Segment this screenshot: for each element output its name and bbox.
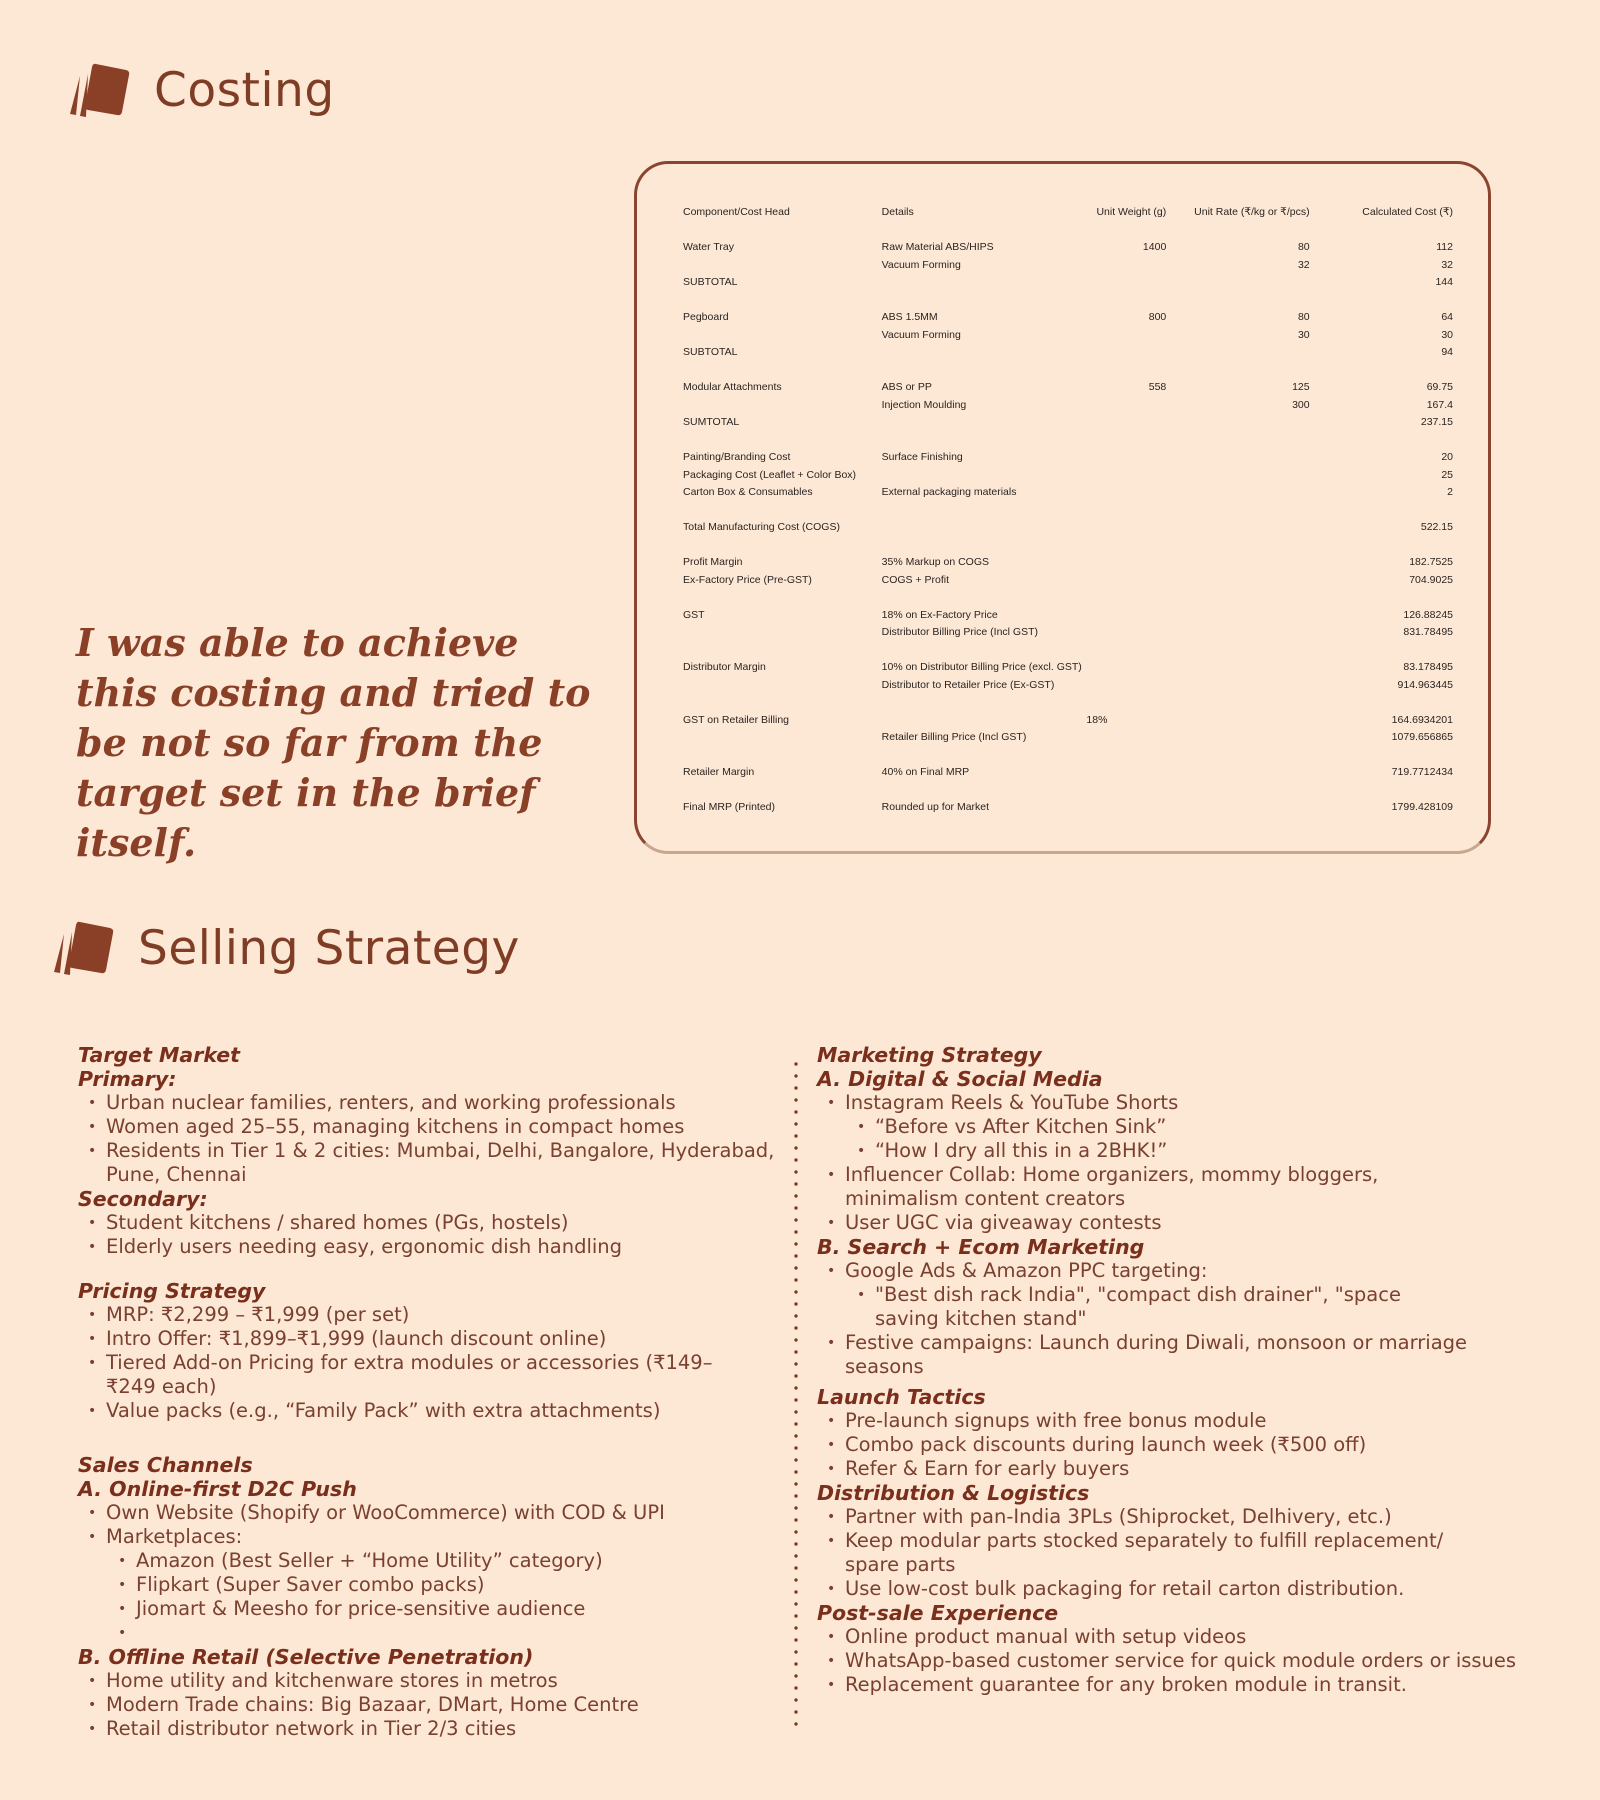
table-cell: Water Tray bbox=[683, 241, 734, 253]
digital-heading: A. Digital & Social Media bbox=[817, 1067, 1103, 1091]
costing-title: Costing bbox=[154, 62, 335, 118]
table-row bbox=[683, 379, 1453, 397]
list-item: • Women aged 25–55, managing kitchens in compact homes bbox=[78, 1115, 778, 1139]
table-cell bbox=[1086, 659, 1166, 677]
table-cell: 18% bbox=[1086, 713, 1108, 726]
table-cell bbox=[1166, 729, 1309, 747]
list-item: • "Best dish rack India", "compact dish drainer", "space saving kitchen stand" bbox=[817, 1283, 1435, 1331]
costing-table-card bbox=[634, 161, 1491, 854]
list-item: • Value packs (e.g., “Family Pack” with extra attachments) bbox=[78, 1399, 738, 1423]
table-cell: 704.9025 bbox=[1409, 573, 1453, 586]
table-cell: Surface Finishing bbox=[881, 451, 963, 463]
table-row bbox=[683, 484, 1453, 502]
table-cell: Ex-Factory Price (Pre-GST) bbox=[683, 573, 812, 586]
table-cell: 914.963445 bbox=[1397, 678, 1453, 691]
list-item: • Replacement guarantee for any broken module in transit. bbox=[817, 1673, 1517, 1697]
table-cell bbox=[1086, 572, 1166, 590]
column-divider bbox=[794, 1058, 798, 1726]
table-cell: Distributor Billing Price (Incl GST) bbox=[881, 626, 1039, 638]
table-row bbox=[683, 607, 1453, 625]
launch-heading: Launch Tactics bbox=[817, 1385, 986, 1409]
table-row bbox=[683, 257, 1453, 275]
table-cell: SUBTOTAL bbox=[683, 346, 738, 358]
table-cell bbox=[1086, 764, 1166, 782]
table-cell: 144 bbox=[1435, 276, 1453, 288]
table-cell bbox=[1086, 274, 1166, 292]
table-cell: 164.6934201 bbox=[1391, 713, 1453, 726]
primary-list bbox=[78, 1091, 778, 1187]
table-cell: 719.7712434 bbox=[1391, 766, 1453, 778]
list-item: • Tiered Add-on Pricing for extra modules or accessories (₹149–₹249 each) bbox=[78, 1351, 738, 1399]
table-cell: ABS 1.5MM bbox=[881, 311, 938, 323]
table-cell: Vacuum Forming bbox=[881, 328, 961, 341]
table-cell: 1079.656865 bbox=[1391, 731, 1453, 743]
table-cell bbox=[1086, 449, 1166, 467]
costing-header bbox=[66, 60, 335, 120]
table-cell bbox=[683, 729, 882, 747]
table-cell bbox=[1166, 484, 1309, 502]
table-cell bbox=[1166, 659, 1309, 677]
table-cell bbox=[1166, 624, 1309, 642]
table-cell: 125 bbox=[1292, 381, 1310, 393]
table-cell bbox=[882, 414, 1087, 432]
table-cell: 18% on Ex-Factory Price bbox=[881, 608, 998, 621]
offline-heading: B. Offline Retail (Selective Penetration) bbox=[78, 1645, 534, 1669]
header-cell: Details bbox=[881, 206, 914, 218]
table-cell: 167.4 bbox=[1426, 398, 1453, 411]
list-item: • Home utility and kitchenware stores in metros bbox=[78, 1669, 778, 1693]
table-cell bbox=[1166, 344, 1309, 362]
postsale-heading: Post-sale Experience bbox=[817, 1601, 1059, 1625]
list-item: • Online product manual with setup videos bbox=[817, 1625, 1517, 1649]
table-cell bbox=[1086, 729, 1166, 747]
table-cell bbox=[1166, 449, 1309, 467]
list-item: • Partner with pan-India 3PLs (Shiprocket, Delhivery, etc.) bbox=[817, 1505, 1517, 1529]
list-item: • Marketplaces: bbox=[78, 1525, 778, 1549]
table-cell: SUBTOTAL bbox=[683, 276, 738, 288]
table-cell: Carton Box & Consumables bbox=[683, 486, 813, 498]
table-cell: 2 bbox=[1447, 486, 1453, 498]
table-cell bbox=[1086, 677, 1166, 695]
digital-list bbox=[817, 1091, 1517, 1235]
table-spacer bbox=[683, 747, 1453, 765]
table-row bbox=[683, 554, 1453, 572]
table-cell bbox=[683, 327, 882, 345]
table-row bbox=[683, 239, 1453, 257]
header-cell: Unit Rate (₹/kg or ₹/pcs) bbox=[1194, 206, 1310, 218]
offline-list bbox=[78, 1669, 778, 1741]
table-cell: 126.88245 bbox=[1403, 608, 1453, 621]
table-cell: GST bbox=[683, 608, 705, 621]
table-row bbox=[683, 712, 1453, 730]
table-cell: SUMTOTAL bbox=[683, 416, 740, 428]
list-item: • Urban nuclear families, renters, and working professionals bbox=[78, 1091, 778, 1115]
list-item: • Modern Trade chains: Big Bazaar, DMart, Home Centre bbox=[78, 1693, 778, 1717]
costing-header-row bbox=[683, 204, 1453, 222]
postsale-list bbox=[817, 1625, 1517, 1697]
table-cell: 83.178495 bbox=[1403, 661, 1453, 673]
header-cell: Unit Weight (g) bbox=[1096, 206, 1167, 218]
list-item: • Influencer Collab: Home organizers, mommy bloggers, minimalism content creators bbox=[817, 1163, 1415, 1211]
list-item: • Keep modular parts stocked separately to fulfill replacement/ spare parts bbox=[817, 1529, 1485, 1577]
table-cell: 1799.428109 bbox=[1391, 801, 1453, 813]
table-cell: 25 bbox=[1441, 468, 1453, 481]
list-item bbox=[78, 1621, 778, 1645]
table-cell bbox=[1166, 554, 1309, 572]
pricing-heading: Pricing Strategy bbox=[78, 1279, 266, 1303]
table-cell bbox=[1086, 624, 1166, 642]
list-item: • Combo pack discounts during launch week (₹500 off) bbox=[817, 1433, 1517, 1457]
table-cell bbox=[1086, 554, 1166, 572]
list-item: • Amazon (Best Seller + “Home Utility” category) bbox=[78, 1549, 778, 1573]
costing-quote: I was able to achieve this costing and tried to be not so far from the target set in the brief itself. bbox=[76, 620, 591, 865]
table-cell bbox=[1166, 572, 1309, 590]
table-cell: Retailer Billing Price (Incl GST) bbox=[881, 731, 1027, 743]
table-cell: 112 bbox=[1436, 241, 1453, 253]
list-item: • Own Website (Shopify or WooCommerce) with COD & UPI bbox=[78, 1501, 778, 1525]
table-spacer bbox=[683, 222, 1453, 240]
table-cell bbox=[1166, 467, 1309, 485]
table-cell: Packaging Cost (Leaflet + Color Box) bbox=[683, 468, 857, 481]
table-cell bbox=[1086, 397, 1166, 415]
table-cell: Injection Moulding bbox=[881, 398, 967, 411]
table-cell: 300 bbox=[1292, 398, 1310, 411]
selling-title: Selling Strategy bbox=[138, 920, 520, 976]
table-cell: 64 bbox=[1441, 311, 1453, 323]
table-spacer bbox=[683, 362, 1453, 380]
table-cell bbox=[1086, 257, 1166, 275]
table-cell bbox=[882, 467, 1087, 485]
table-row bbox=[683, 659, 1453, 677]
list-item: • User UGC via giveaway contests bbox=[817, 1211, 1517, 1235]
list-item: • Elderly users needing easy, ergonomic dish handling bbox=[78, 1235, 778, 1259]
table-cell bbox=[1166, 799, 1309, 817]
table-row bbox=[683, 764, 1453, 782]
table-cell bbox=[1166, 677, 1309, 695]
table-cell bbox=[1086, 467, 1166, 485]
search-list bbox=[817, 1259, 1517, 1379]
tag-icon bbox=[66, 60, 130, 120]
list-item: • Retail distributor network in Tier 2/3 cities bbox=[78, 1717, 778, 1741]
table-cell: 94 bbox=[1441, 346, 1453, 358]
table-cell: Distributor Margin bbox=[683, 661, 766, 673]
selling-header bbox=[50, 918, 520, 978]
table-cell bbox=[1166, 274, 1309, 292]
costing-table-body bbox=[683, 239, 1453, 817]
online-heading: A. Online-first D2C Push bbox=[78, 1477, 357, 1501]
table-row bbox=[683, 414, 1453, 432]
primary-heading: Primary: bbox=[78, 1067, 177, 1091]
table-row bbox=[683, 624, 1453, 642]
table-cell: Raw Material ABS/HIPS bbox=[881, 241, 994, 253]
table-cell: 558 bbox=[1148, 381, 1167, 393]
table-cell: ABS or PP bbox=[881, 381, 932, 393]
list-item: • Instagram Reels & YouTube Shorts bbox=[817, 1091, 1517, 1115]
table-cell: 69.75 bbox=[1426, 381, 1453, 393]
table-cell bbox=[1166, 519, 1309, 537]
table-cell bbox=[882, 519, 1087, 537]
table-row bbox=[683, 572, 1453, 590]
list-item: • Google Ads & Amazon PPC targeting: bbox=[817, 1259, 1517, 1283]
table-cell: 522.15 bbox=[1420, 521, 1453, 533]
table-cell bbox=[683, 677, 882, 695]
table-cell: 800 bbox=[1148, 311, 1167, 323]
sales-channels-heading: Sales Channels bbox=[78, 1453, 253, 1477]
table-cell: 35% Markup on COGS bbox=[881, 556, 990, 568]
table-cell: 831.78495 bbox=[1403, 626, 1453, 638]
table-cell bbox=[683, 257, 882, 275]
table-row bbox=[683, 327, 1453, 345]
table-cell: Pegboard bbox=[683, 311, 729, 323]
table-cell bbox=[683, 624, 882, 642]
table-cell: 237.15 bbox=[1420, 416, 1453, 428]
table-cell: GST on Retailer Billing bbox=[683, 713, 790, 726]
table-row bbox=[683, 729, 1453, 747]
table-cell bbox=[1086, 344, 1166, 362]
list-item: • Refer & Earn for early buyers bbox=[817, 1457, 1517, 1481]
list-item: • Intro Offer: ₹1,899–₹1,999 (launch discount online) bbox=[78, 1327, 738, 1351]
table-cell: Painting/Branding Cost bbox=[683, 451, 791, 463]
distribution-list bbox=[817, 1505, 1517, 1601]
table-cell bbox=[882, 274, 1087, 292]
costing-table bbox=[683, 204, 1453, 817]
table-cell bbox=[1086, 799, 1166, 817]
table-cell: Total Manufacturing Cost (COGS) bbox=[683, 521, 840, 533]
table-cell bbox=[1166, 764, 1309, 782]
table-spacer bbox=[683, 694, 1453, 712]
table-spacer bbox=[683, 502, 1453, 520]
table-cell: 80 bbox=[1297, 311, 1310, 323]
selling-left-column bbox=[78, 1043, 778, 1741]
table-cell bbox=[1086, 414, 1166, 432]
table-cell bbox=[1086, 327, 1166, 345]
table-cell: Distributor to Retailer Price (Ex-GST) bbox=[881, 678, 1055, 691]
list-item: • Student kitchens / shared homes (PGs, hostels) bbox=[78, 1211, 778, 1235]
target-market-heading: Target Market bbox=[78, 1043, 240, 1067]
pricing-list bbox=[78, 1303, 738, 1423]
table-row bbox=[683, 397, 1453, 415]
list-item: • “Before vs After Kitchen Sink” bbox=[817, 1115, 1517, 1139]
table-spacer bbox=[683, 292, 1453, 310]
table-row bbox=[683, 344, 1453, 362]
table-cell: 10% on Distributor Billing Price (excl. GST) bbox=[881, 661, 1082, 673]
list-item: • Festive campaigns: Launch during Diwali, monsoon or marriage seasons bbox=[817, 1331, 1525, 1379]
marketing-heading: Marketing Strategy bbox=[817, 1043, 1042, 1067]
table-cell: 32 bbox=[1297, 258, 1310, 271]
table-cell: 1400 bbox=[1142, 241, 1167, 253]
table-row bbox=[683, 449, 1453, 467]
header-cell: Component/Cost Head bbox=[683, 206, 790, 218]
table-cell: Rounded up for Market bbox=[881, 801, 990, 813]
list-item: • WhatsApp-based customer service for quick module orders or issues bbox=[817, 1649, 1525, 1673]
table-cell bbox=[1166, 607, 1309, 625]
table-cell: External packaging materials bbox=[881, 486, 1017, 498]
list-item: • MRP: ₹2,299 – ₹1,999 (per set) bbox=[78, 1303, 738, 1327]
secondary-list bbox=[78, 1211, 778, 1259]
table-cell: Final MRP (Printed) bbox=[683, 801, 775, 813]
table-cell: 182.7525 bbox=[1409, 556, 1453, 568]
table-cell bbox=[1086, 607, 1166, 625]
table-cell: 80 bbox=[1297, 241, 1310, 253]
table-spacer bbox=[683, 432, 1453, 450]
table-row bbox=[683, 274, 1453, 292]
table-cell bbox=[1166, 414, 1309, 432]
tag-icon bbox=[50, 918, 114, 978]
table-spacer bbox=[683, 589, 1453, 607]
list-item: • “How I dry all this in a 2BHK!” bbox=[817, 1139, 1517, 1163]
table-row bbox=[683, 309, 1453, 327]
table-cell: COGS + Profit bbox=[881, 573, 950, 586]
table-cell bbox=[882, 712, 1087, 730]
selling-right-column bbox=[817, 1043, 1517, 1697]
list-item: • Residents in Tier 1 & 2 cities: Mumbai, Delhi, Bangalore, Hyderabad, Pune, Chennai bbox=[78, 1139, 778, 1187]
table-cell: 30 bbox=[1297, 328, 1310, 341]
table-cell: 32 bbox=[1441, 258, 1453, 271]
launch-list bbox=[817, 1409, 1517, 1481]
header-cell: Calculated Cost (₹) bbox=[1362, 206, 1453, 218]
table-cell: 30 bbox=[1441, 328, 1453, 341]
table-cell bbox=[1086, 484, 1166, 502]
list-item: • Use low-cost bulk packaging for retail carton distribution. bbox=[817, 1577, 1517, 1601]
table-row bbox=[683, 677, 1453, 695]
table-row bbox=[683, 799, 1453, 817]
search-heading: B. Search + Ecom Marketing bbox=[817, 1235, 1145, 1259]
table-cell bbox=[1086, 519, 1166, 537]
table-spacer bbox=[683, 537, 1453, 555]
table-row bbox=[683, 467, 1453, 485]
table-cell: Vacuum Forming bbox=[881, 258, 961, 271]
table-cell: Profit Margin bbox=[683, 556, 743, 568]
table-spacer bbox=[683, 642, 1453, 660]
table-spacer bbox=[683, 782, 1453, 800]
table-cell: 40% on Final MRP bbox=[881, 766, 970, 778]
list-item: • Flipkart (Super Saver combo packs) bbox=[78, 1573, 778, 1597]
table-cell bbox=[882, 344, 1087, 362]
online-list bbox=[78, 1501, 778, 1645]
distribution-heading: Distribution & Logistics bbox=[817, 1481, 1090, 1505]
list-item: • Pre-launch signups with free bonus module bbox=[817, 1409, 1517, 1433]
table-cell bbox=[683, 397, 882, 415]
table-cell: 20 bbox=[1441, 451, 1453, 463]
table-cell: Retailer Margin bbox=[683, 766, 755, 778]
table-cell: Modular Attachments bbox=[683, 381, 782, 393]
table-cell bbox=[1166, 712, 1309, 730]
table-row bbox=[683, 519, 1453, 537]
secondary-heading: Secondary: bbox=[78, 1187, 208, 1211]
list-item: • Jiomart & Meesho for price-sensitive audience bbox=[78, 1597, 778, 1621]
